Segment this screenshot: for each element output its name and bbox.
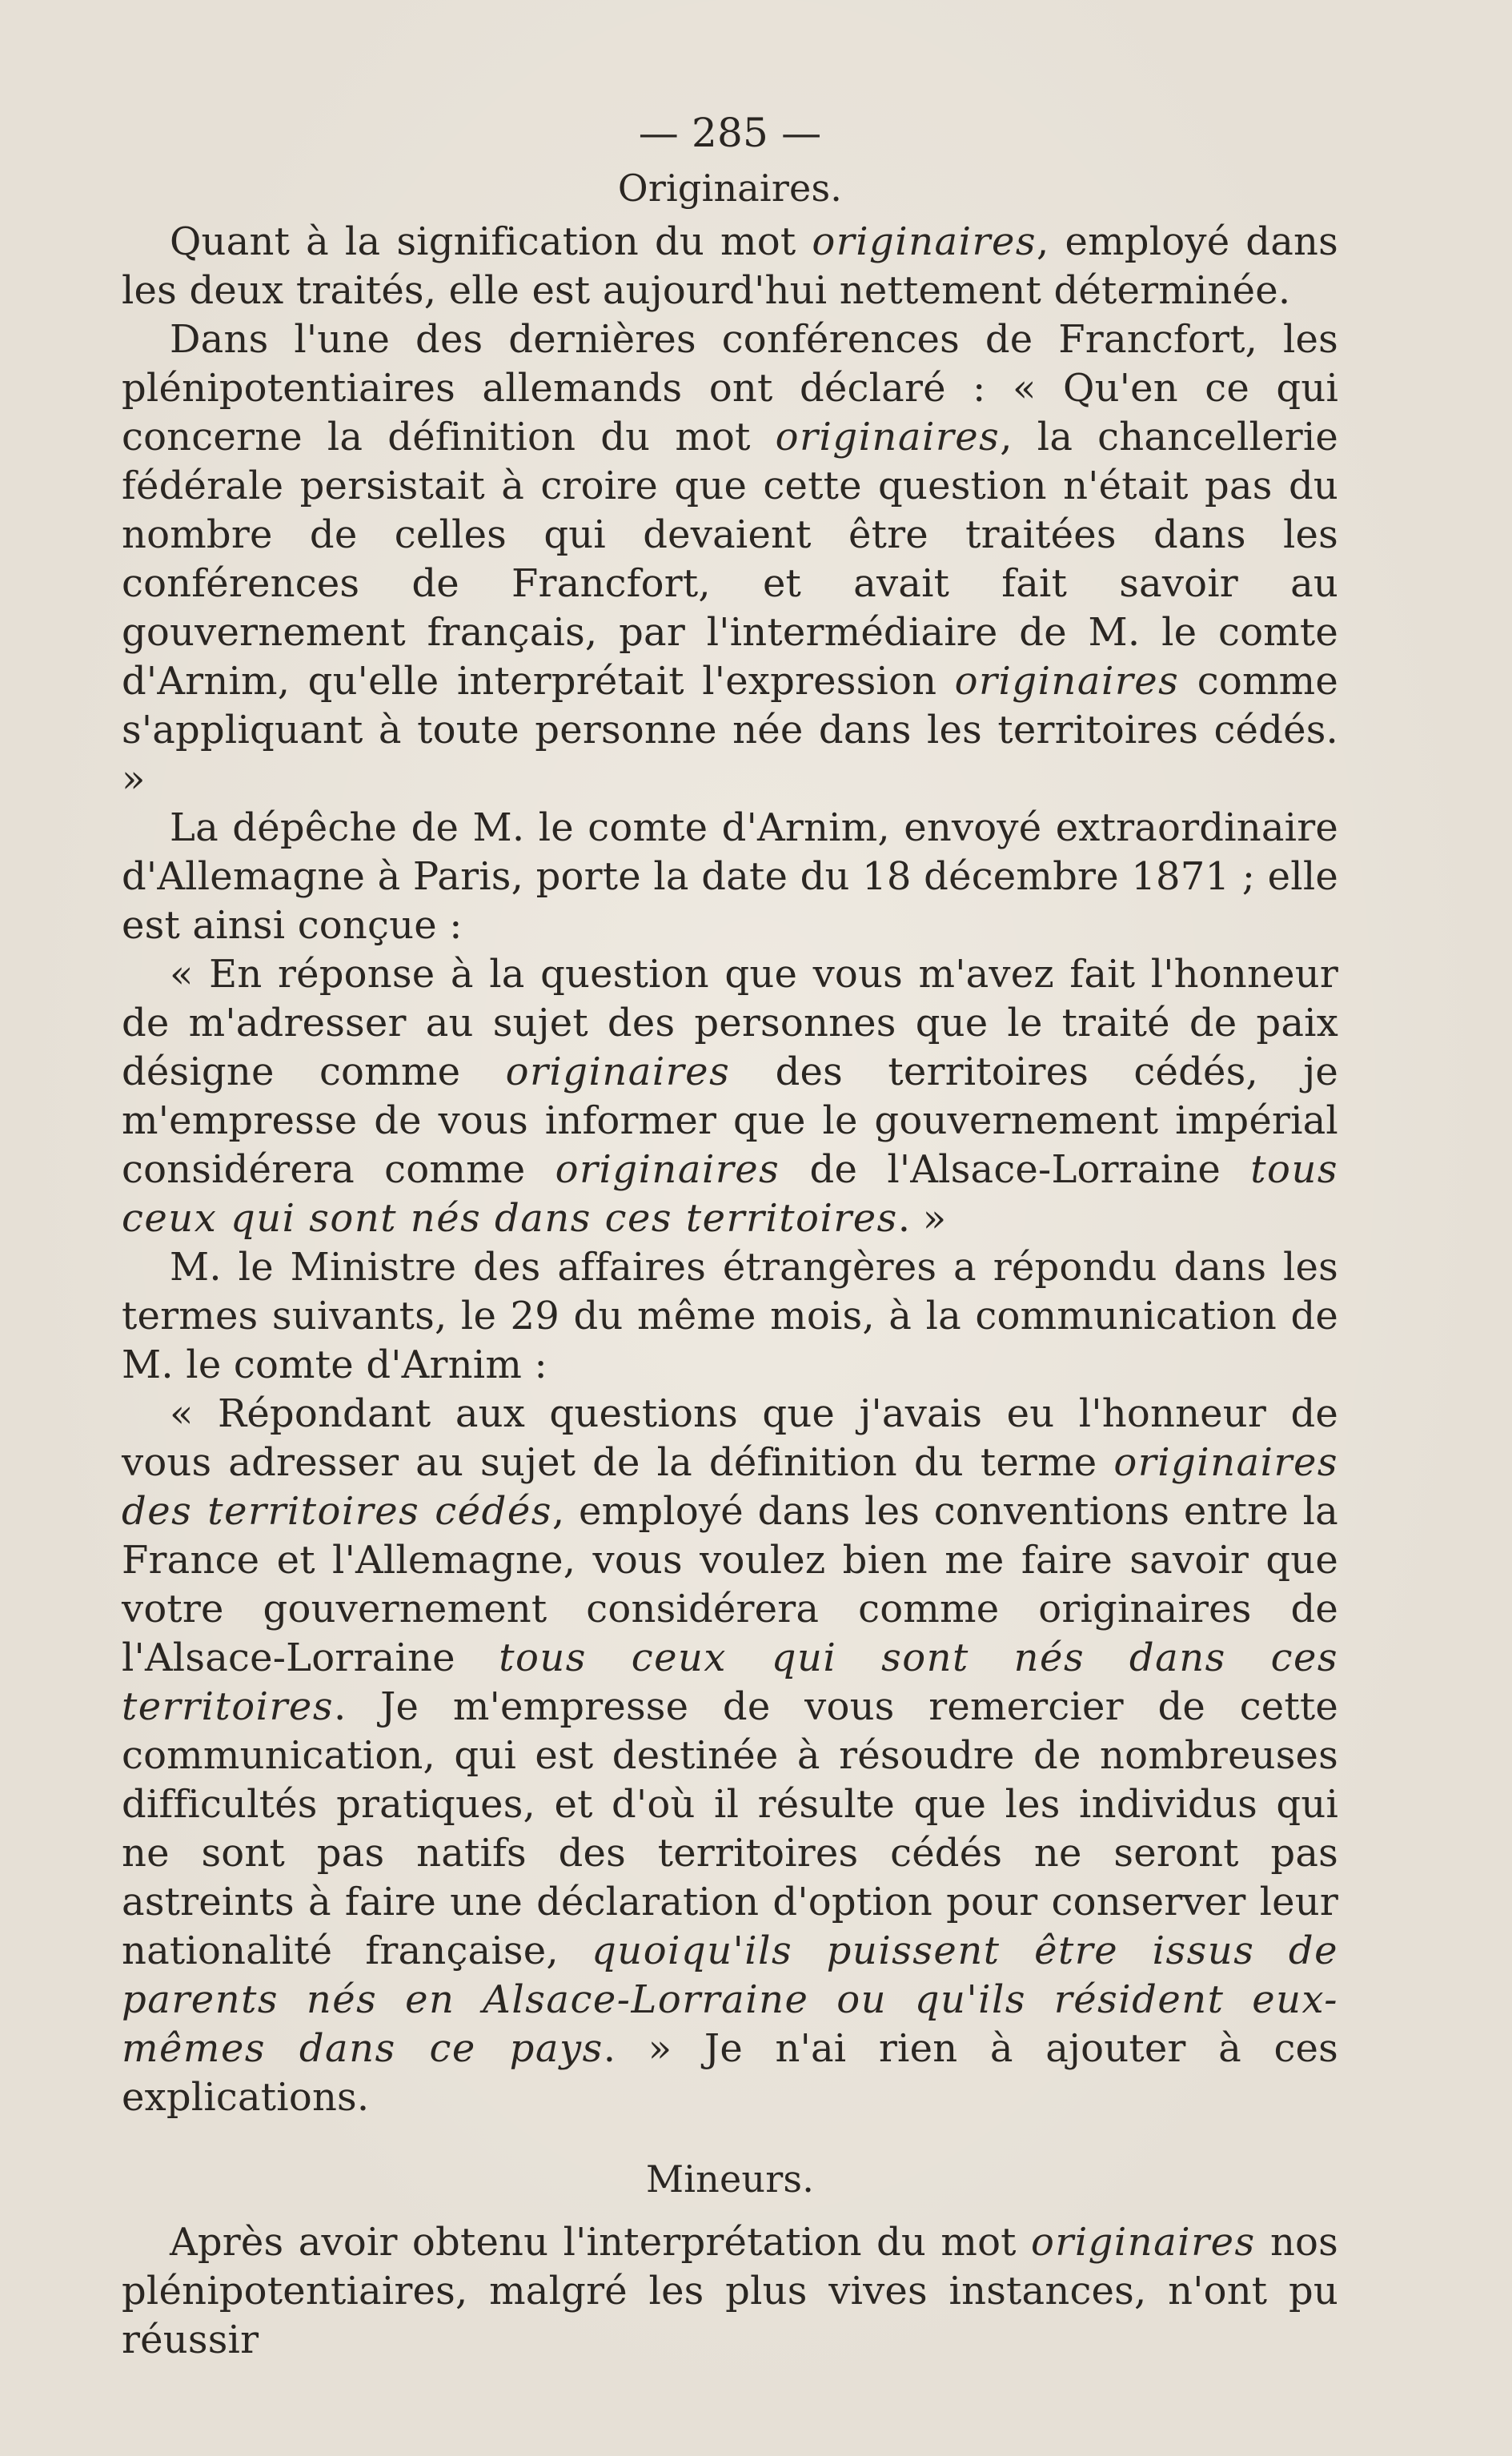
paragraph-5: M. le Ministre des affaires étrangères a répondu dans les termes suivants, le 29 du même mois, à la communication de M. le comte d'Arnim : bbox=[122, 1245, 1338, 1387]
paragraph-3: La dépêche de M. le comte d'Arnim, envoyé extraordinaire d'Allemagne à Paris, porte la date du 18 décembre 1871 ; elle est ainsi conçue : bbox=[122, 805, 1338, 948]
section-heading-mineurs: Mineurs. bbox=[645, 2157, 815, 2201]
page-text-block bbox=[122, 104, 1338, 2365]
paragraph-4-quote: « En réponse à la question que vous m'avez fait l'honneur de m'adresser au sujet des personnes que le traité de paix désigne comme originaires des territoires cédés, je m'empresse de vous informer que le gouvernement impérial considérera comme originaires de l'Alsace-Lorraine tous ceux qui sont nés dans ces territoires. » bbox=[122, 952, 1339, 1241]
paragraph-2: Dans l'une des dernières conférences de Francfort, les plénipotentiaires allemands ont déclaré : « Qu'en ce qui concerne la définition du mot originaires, la chancellerie fédérale persistait à croire que cette question n'était pas du nombre de celles qui devaient être traitées dans les conférences de Francfort, et avait fait savoir au gouvernement français, par l'intermédiaire de M. le comte d'Arnim, qu'elle interprétait l'expression originaires comme s'appliquant à toute personne née dans les territoires cédés. » bbox=[122, 317, 1338, 801]
paragraph-6-quote: « Répondant aux questions que j'avais eu l'honneur de vous adresser au sujet de la définition du terme originaires des territoires cédés, employé dans les conventions entre la France et l'Allemagne, vous voulez bien me faire savoir que votre gouvernement considérera comme originaires de l'Alsace-Lorraine tous ceux qui sont nés dans ces territoires. Je m'empresse de vous remercier de cette communication, qui est destinée à résoudre de nombreuses difficultés pratiques, et d'où il résulte que les individus qui ne sont pas natifs des territoires cédés ne seront pas astreints à faire une déclaration d'option pour conserver leur nationalité française, quoiqu'ils puissent être issus de parents nés en Alsace-Lorraine ou qu'ils résident eux-mêmes dans ce pays. » Je n'ai rien à ajouter à ces explications. bbox=[122, 1391, 1339, 2120]
paragraph-1: Quant à la signification du mot originaires, employé dans les deux traités, elle est aujourd'hui nettement déterminée. bbox=[122, 219, 1338, 313]
page-number: — 285 — bbox=[638, 110, 822, 156]
paragraph-7: Après avoir obtenu l'interprétation du mot originaires nos plénipotentiaires, malgré les plus vives instances, n'ont pu réussir bbox=[122, 2220, 1338, 2362]
section-heading-originaires: Originaires. bbox=[617, 167, 843, 210]
